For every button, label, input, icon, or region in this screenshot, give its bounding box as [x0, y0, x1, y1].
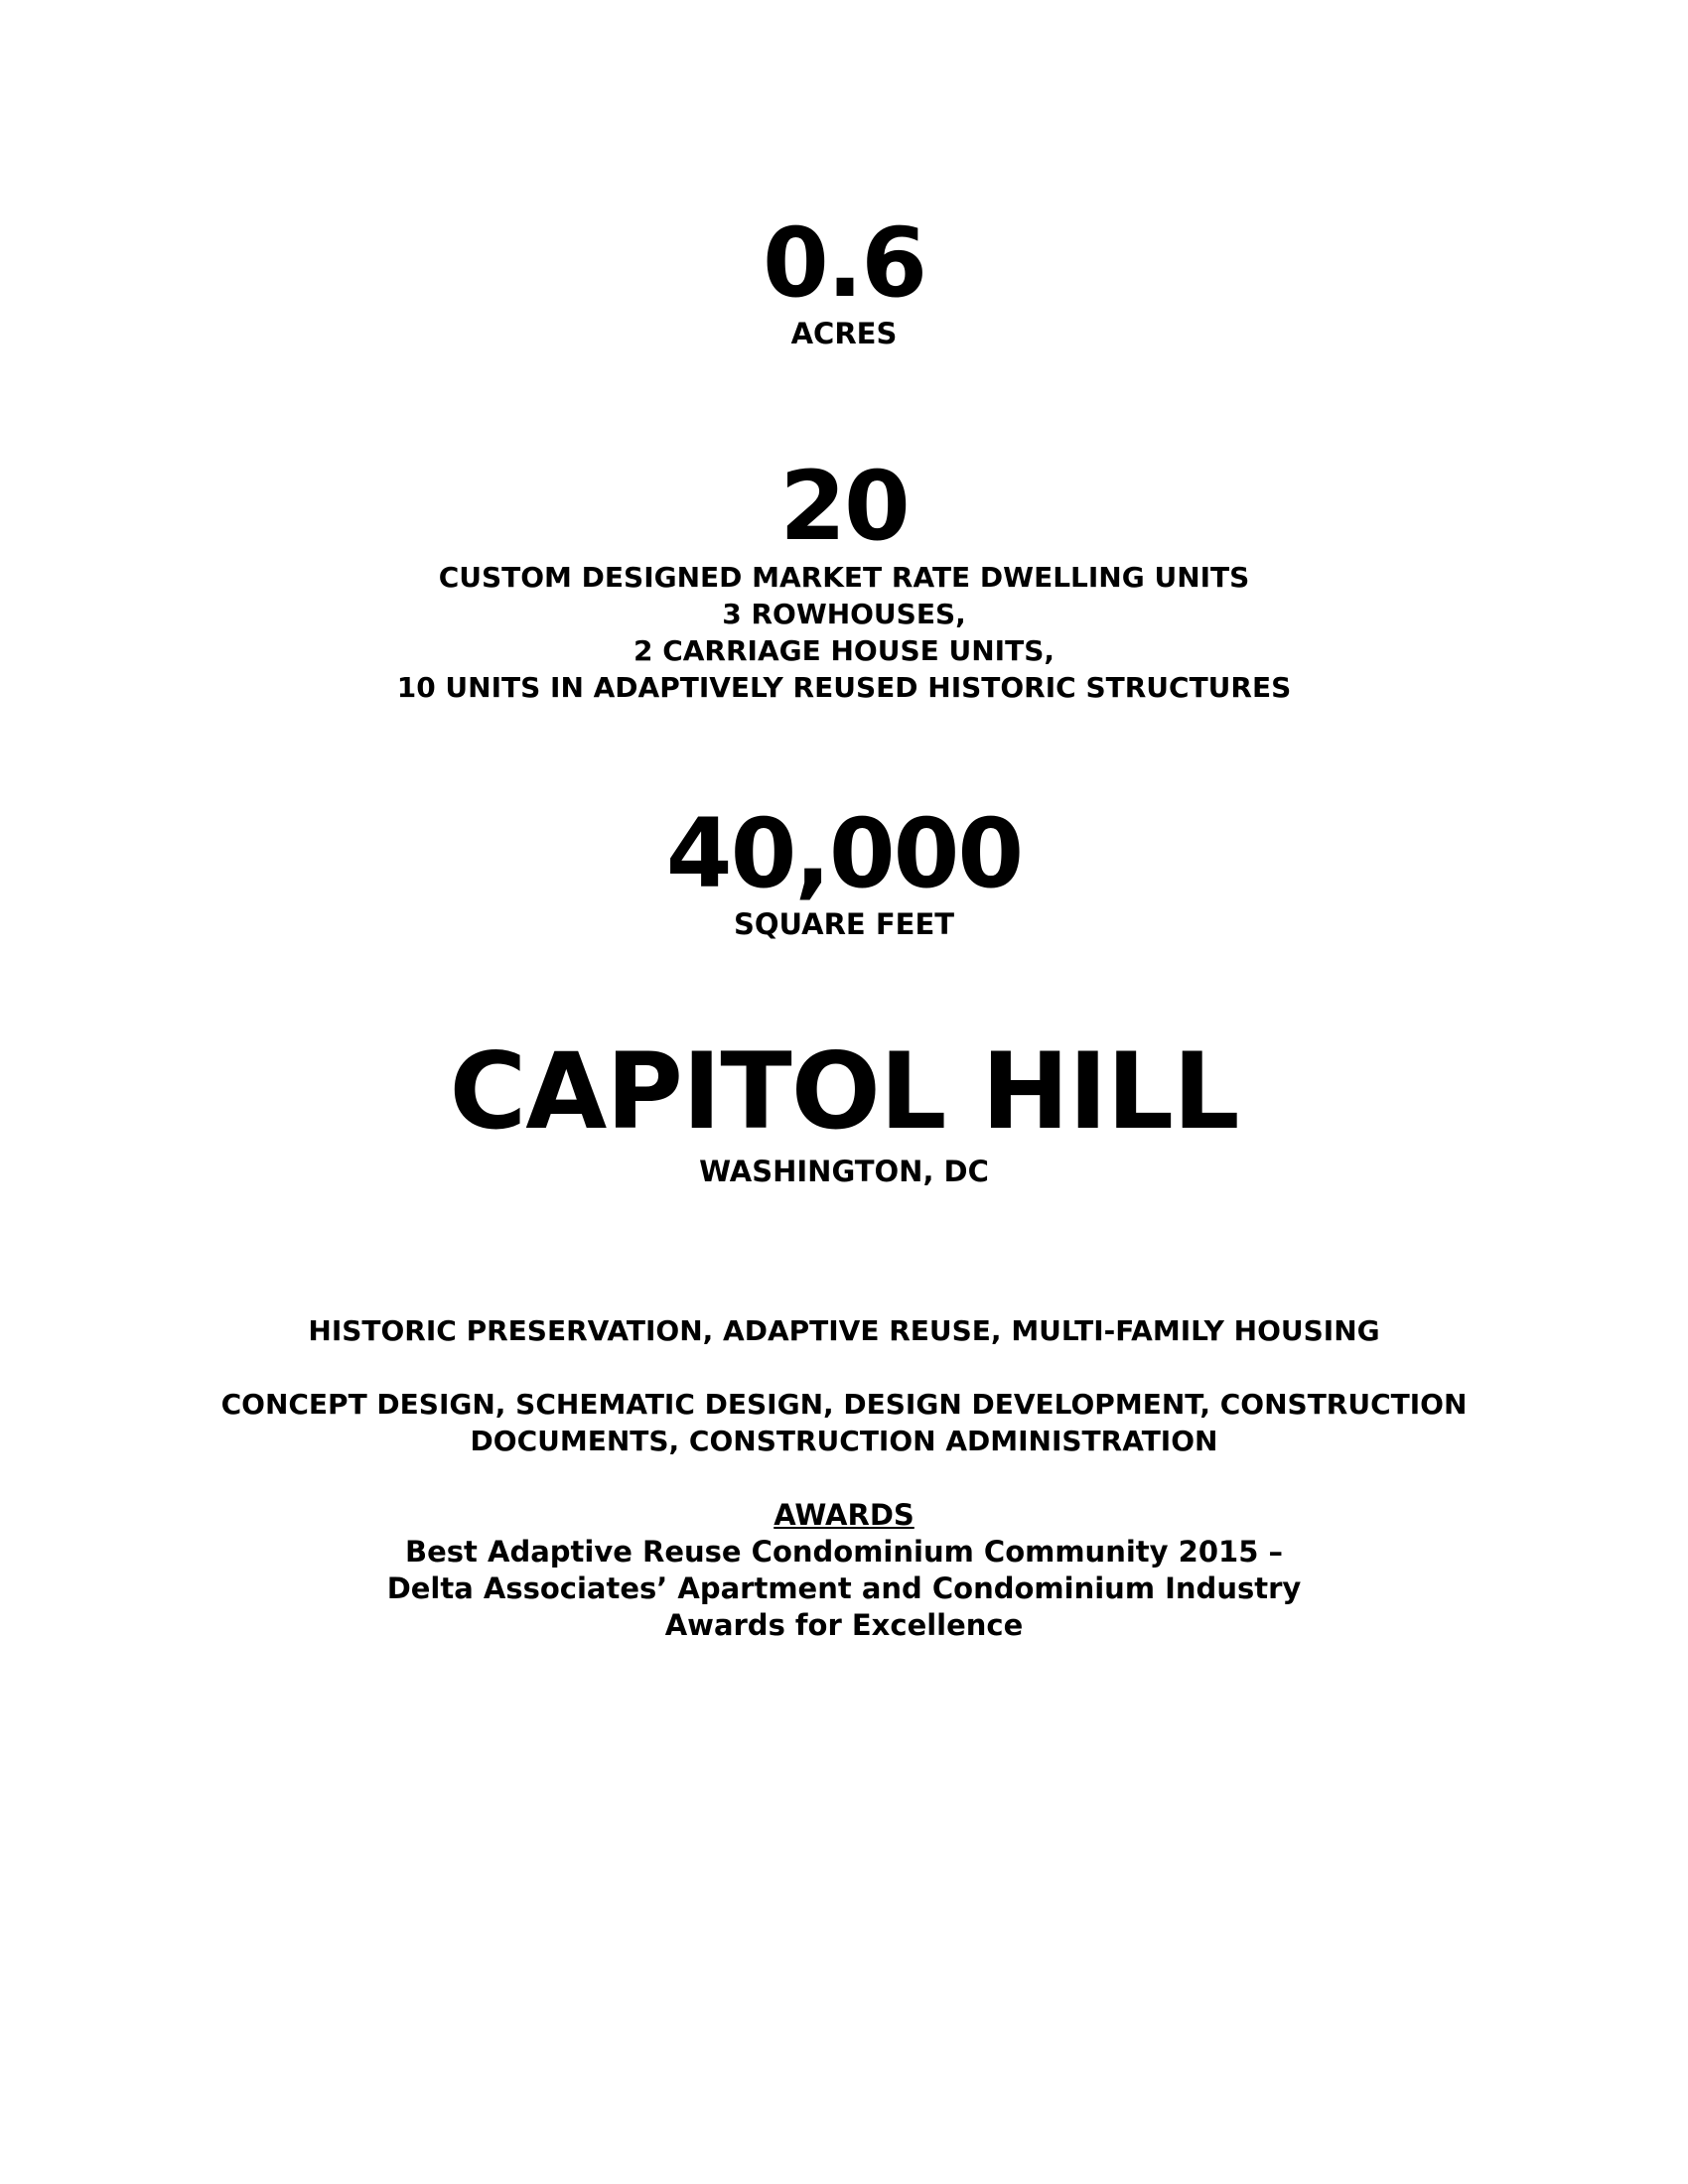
awards-line: Best Adaptive Reuse Condominium Community 2015 – [405, 1535, 1283, 1569]
units-value: 20 [779, 451, 909, 562]
units-stat [0, 452, 1688, 706]
units-line: 2 CARRIAGE HOUSE UNITS, [633, 634, 1055, 667]
services-line: DOCUMENTS, CONSTRUCTION ADMINISTRATION [470, 1425, 1218, 1457]
units-description [0, 559, 1688, 706]
awards-heading: AWARDS [774, 1498, 914, 1532]
area-stat [0, 799, 1688, 943]
area-label: SQUARE FEET [733, 907, 955, 941]
awards-line: Delta Associates’ Apartment and Condominium Industry [386, 1571, 1302, 1605]
units-line: CUSTOM DESIGNED MARKET RATE DWELLING UNITS [438, 561, 1250, 594]
units-line: 3 ROWHOUSES, [722, 598, 966, 630]
location-city: WASHINGTON, DC [699, 1155, 989, 1188]
project-types [0, 1312, 1688, 1349]
services [0, 1386, 1688, 1459]
acres-stat [0, 208, 1688, 352]
location [0, 1032, 1688, 1190]
acres-label: ACRES [790, 317, 898, 350]
awards-section [0, 1497, 1688, 1644]
units-line: 10 UNITS IN ADAPTIVELY REUSED HISTORIC STRUCTURES [396, 671, 1292, 704]
project-types-text: HISTORIC PRESERVATION, ADAPTIVE REUSE, MULTI-FAMILY HOUSING [308, 1314, 1380, 1347]
location-name: CAPITOL HILL [449, 1030, 1239, 1153]
area-value: 40,000 [665, 798, 1023, 909]
acres-value: 0.6 [762, 207, 926, 319]
awards-line: Awards for Excellence [664, 1608, 1024, 1642]
services-line: CONCEPT DESIGN, SCHEMATIC DESIGN, DESIGN DEVELOPMENT, CONSTRUCTION [220, 1388, 1468, 1421]
